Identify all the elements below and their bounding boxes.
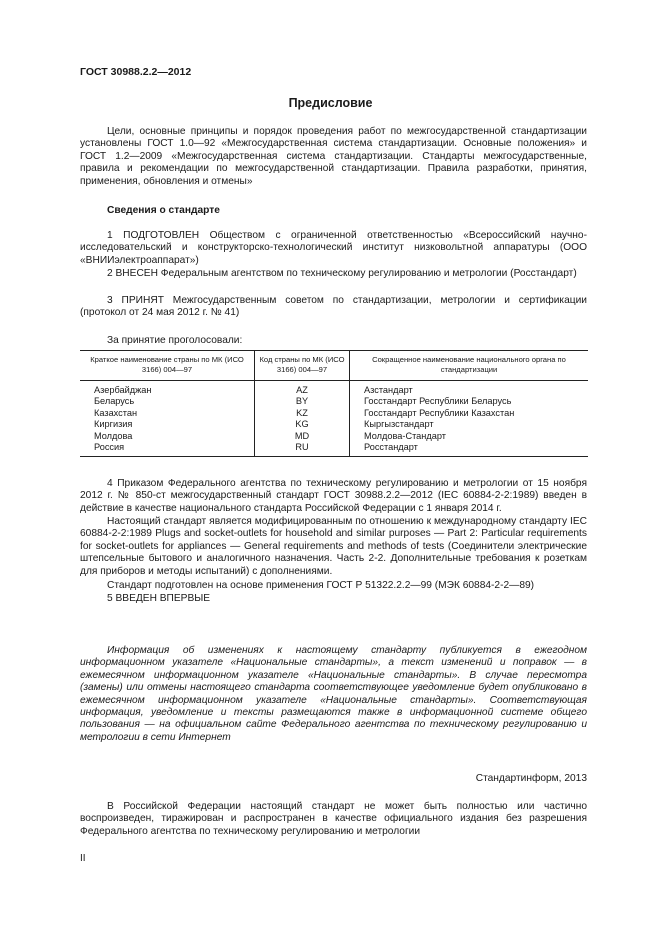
- country-code: BY: [295, 396, 309, 407]
- header-country-code: Код страны по МК (ИСО 3166) 004—97: [255, 351, 350, 381]
- standards-body: Госстандарт Республики Казахстан: [364, 407, 515, 418]
- standards-body: Азстандарт: [364, 385, 413, 395]
- page-number: II: [80, 853, 86, 864]
- country-name: Казахстан: [94, 407, 138, 418]
- info-heading: Сведения о стандарте: [107, 205, 220, 216]
- item-prepared: 1 ПОДГОТОВЛЕН Обществом с ограниченной ответственностью «Всероссийский научно-исследовательский и конструкторско-технологический институт низковольтной аппаратуры (ООО «ВНИИэлектроаппарат»): [80, 230, 587, 266]
- standards-body: Госстандарт Республики Беларусь: [364, 396, 512, 407]
- country-code: MD: [294, 430, 310, 441]
- intro-paragraph: Цели, основные принципы и порядок проведения работ по межгосударственной стандартизации установлены ГОСТ 1.0—92 «Межгосударственная система стандартизации. Основные положения» и ГОСТ 1.2—2009 «Межгосударственная система стандартизации. Стандарты межгосударственные, правила и рекомендации по межгосударственной стандартизации. Правила разработки, принятия, применения, обновления и отмены»: [80, 126, 587, 187]
- item-basis: Стандарт подготовлен на основе применения ГОСТ Р 51322.2.2—99 (МЭК 60884-2-2—89): [107, 580, 535, 591]
- publisher-line: Стандартинформ, 2013: [475, 773, 587, 784]
- country-name: Азербайджан: [94, 385, 152, 395]
- changes-notice: Информация об изменениях к настоящему стандарту публикуется в ежегодном информационном указателе «Национальные стандарты», а текст изменений и поправок — в ежемесячном информационном указателе «Национальные стандарты». В случае пересмотра (замены) или отмены настоящего стандарта соответствующее уведомление будет опубликовано в ежемесячном информационном указателе «Национальные стандарты». Соответствующая информация, уведомление и тексты размещаются также в информационной системе общего пользования — на официальном сайте Федерального агентства по техническому регулированию и метрологии в сети Интернет: [80, 645, 587, 743]
- country-name: Киргизия: [94, 419, 133, 430]
- item-submitted: 2 ВНЕСЕН Федеральным агентством по техническому регулированию и метрологии (Росстандарт): [107, 268, 577, 279]
- standards-body: Кыргызстандарт: [364, 419, 434, 430]
- item-modification: Настоящий стандарт является модифицированным по отношению к международному стандарту IEC 60884-2-2:1989 Plugs and socket-outlets for household and similar purposes — Part 2: Particular requirements for socket-outlets for appliances — General requirements and methods of tests (Соединители электрические штепсельные бытового и аналогичного назначения. Часть 2-2. Дополнительные требования к розеткам для приборов и методы испытаний) с дополнениями.: [80, 516, 587, 577]
- country-name-column: [80, 381, 255, 457]
- standards-body: Молдова-Стандарт: [364, 430, 446, 441]
- header-country-name: Краткое наименование страны по МК (ИСО 3166) 004—97: [80, 351, 255, 381]
- country-code-column: [255, 381, 350, 457]
- country-name: Беларусь: [94, 396, 135, 407]
- standards-body-column: [350, 381, 589, 457]
- table-header-row: [80, 351, 588, 381]
- vote-caption: За принятие проголосовали:: [107, 335, 243, 346]
- country-code: KZ: [296, 407, 308, 418]
- country-code: RU: [295, 442, 309, 453]
- standards-body: Росстандарт: [364, 442, 418, 453]
- table-body-row: [80, 381, 588, 457]
- country-code: AZ: [296, 385, 308, 395]
- country-name: Россия: [94, 442, 125, 453]
- standard-id: ГОСТ 30988.2.2—2012: [80, 66, 192, 78]
- copyright-notice: В Российской Федерации настоящий стандарт не может быть полностью или частично воспроизведен, тиражирован и распространен в качестве официального издания без разрешения Федерального агентства по техническому регулированию и метрологии: [80, 801, 587, 837]
- item-enacted: 4 Приказом Федерального агентства по техническому регулированию и метрологии от 15 ноября 2012 г. № 850-ст межгосударственный стандарт ГОСТ 30988.2.2—2012 (IEC 60884-2-2:1989) введен в действие в качестве национального стандарта Российской Федерации с 1 января 2014 г.: [80, 478, 587, 514]
- item-introduced: 5 ВВЕДЕН ВПЕРВЫЕ: [107, 593, 211, 604]
- country-name: Молдова: [94, 430, 133, 441]
- item-adopted: 3 ПРИНЯТ Межгосударственным советом по стандартизации, метрологии и сертификации (протокол от 24 мая 2012 г. № 41): [80, 295, 587, 319]
- header-standards-body: Сокращенное наименование национального органа по стандартизации: [350, 351, 589, 381]
- countries-table: [80, 350, 588, 457]
- country-code: KG: [295, 419, 309, 430]
- page-title: Предисловие: [288, 96, 373, 110]
